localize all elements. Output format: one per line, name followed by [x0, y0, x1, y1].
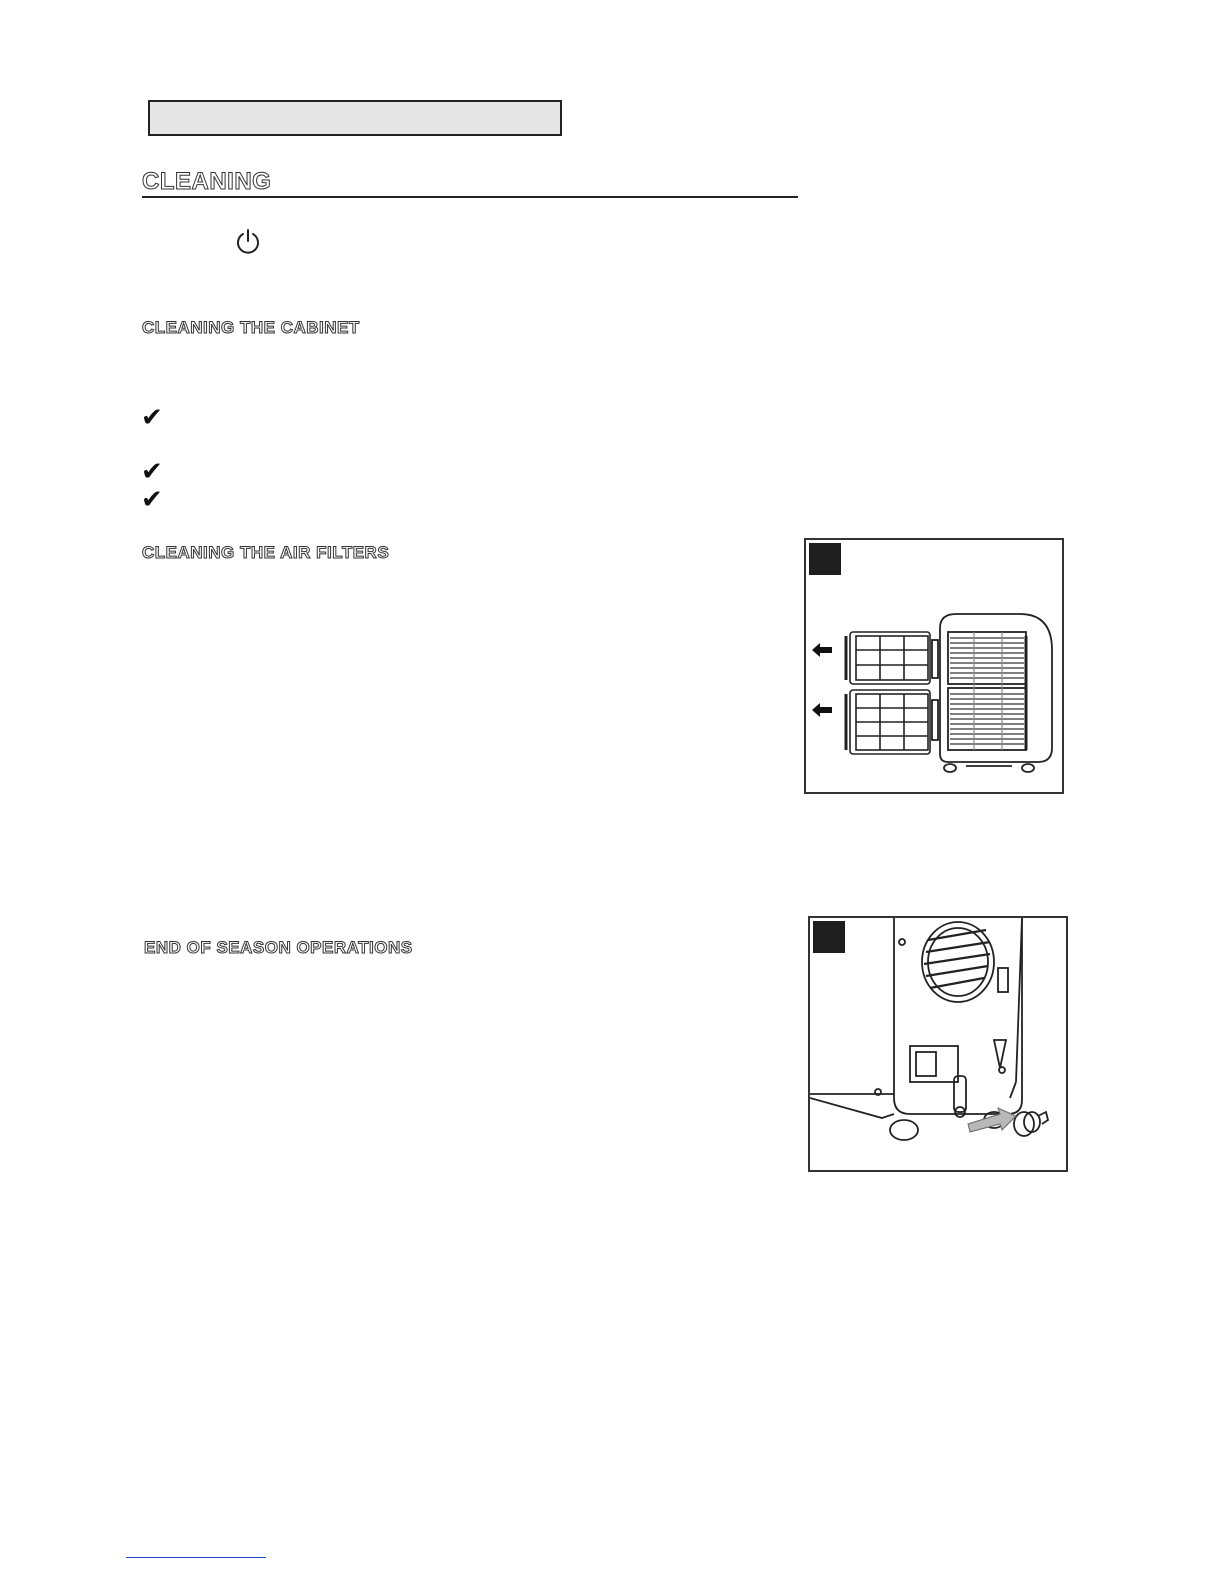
ac-unit-back	[810, 918, 1022, 1140]
cleaning-heading: CLEANING	[142, 168, 272, 195]
figure-filter-removal	[804, 538, 1064, 794]
unit-grille-lines	[950, 632, 1024, 750]
figure-drain-plug	[808, 916, 1068, 1172]
arrow-left-icon	[812, 643, 832, 717]
power-icon	[234, 228, 262, 256]
heading-underline	[142, 196, 798, 198]
lower-filter	[846, 690, 930, 754]
drain-plug-icon	[1014, 1112, 1048, 1136]
subheading-cleaning-cabinet: CLEANING THE CABINET	[142, 318, 360, 337]
subheading-end-of-season: END OF SEASON OPERATIONS	[144, 938, 413, 957]
upper-filter	[846, 632, 930, 684]
checkmark-icon: ✔	[141, 403, 163, 433]
filter-removal-illustration	[806, 540, 1062, 792]
subheading-cleaning-air-filters: CLEANING THE AIR FILTERS	[142, 543, 390, 562]
checkmark-icon: ✔	[141, 485, 163, 515]
drain-plug-illustration	[810, 918, 1066, 1170]
checkmark-icon: ✔	[141, 457, 163, 487]
section-title-box	[148, 100, 562, 136]
footer-link-underline[interactable]	[126, 1557, 266, 1558]
